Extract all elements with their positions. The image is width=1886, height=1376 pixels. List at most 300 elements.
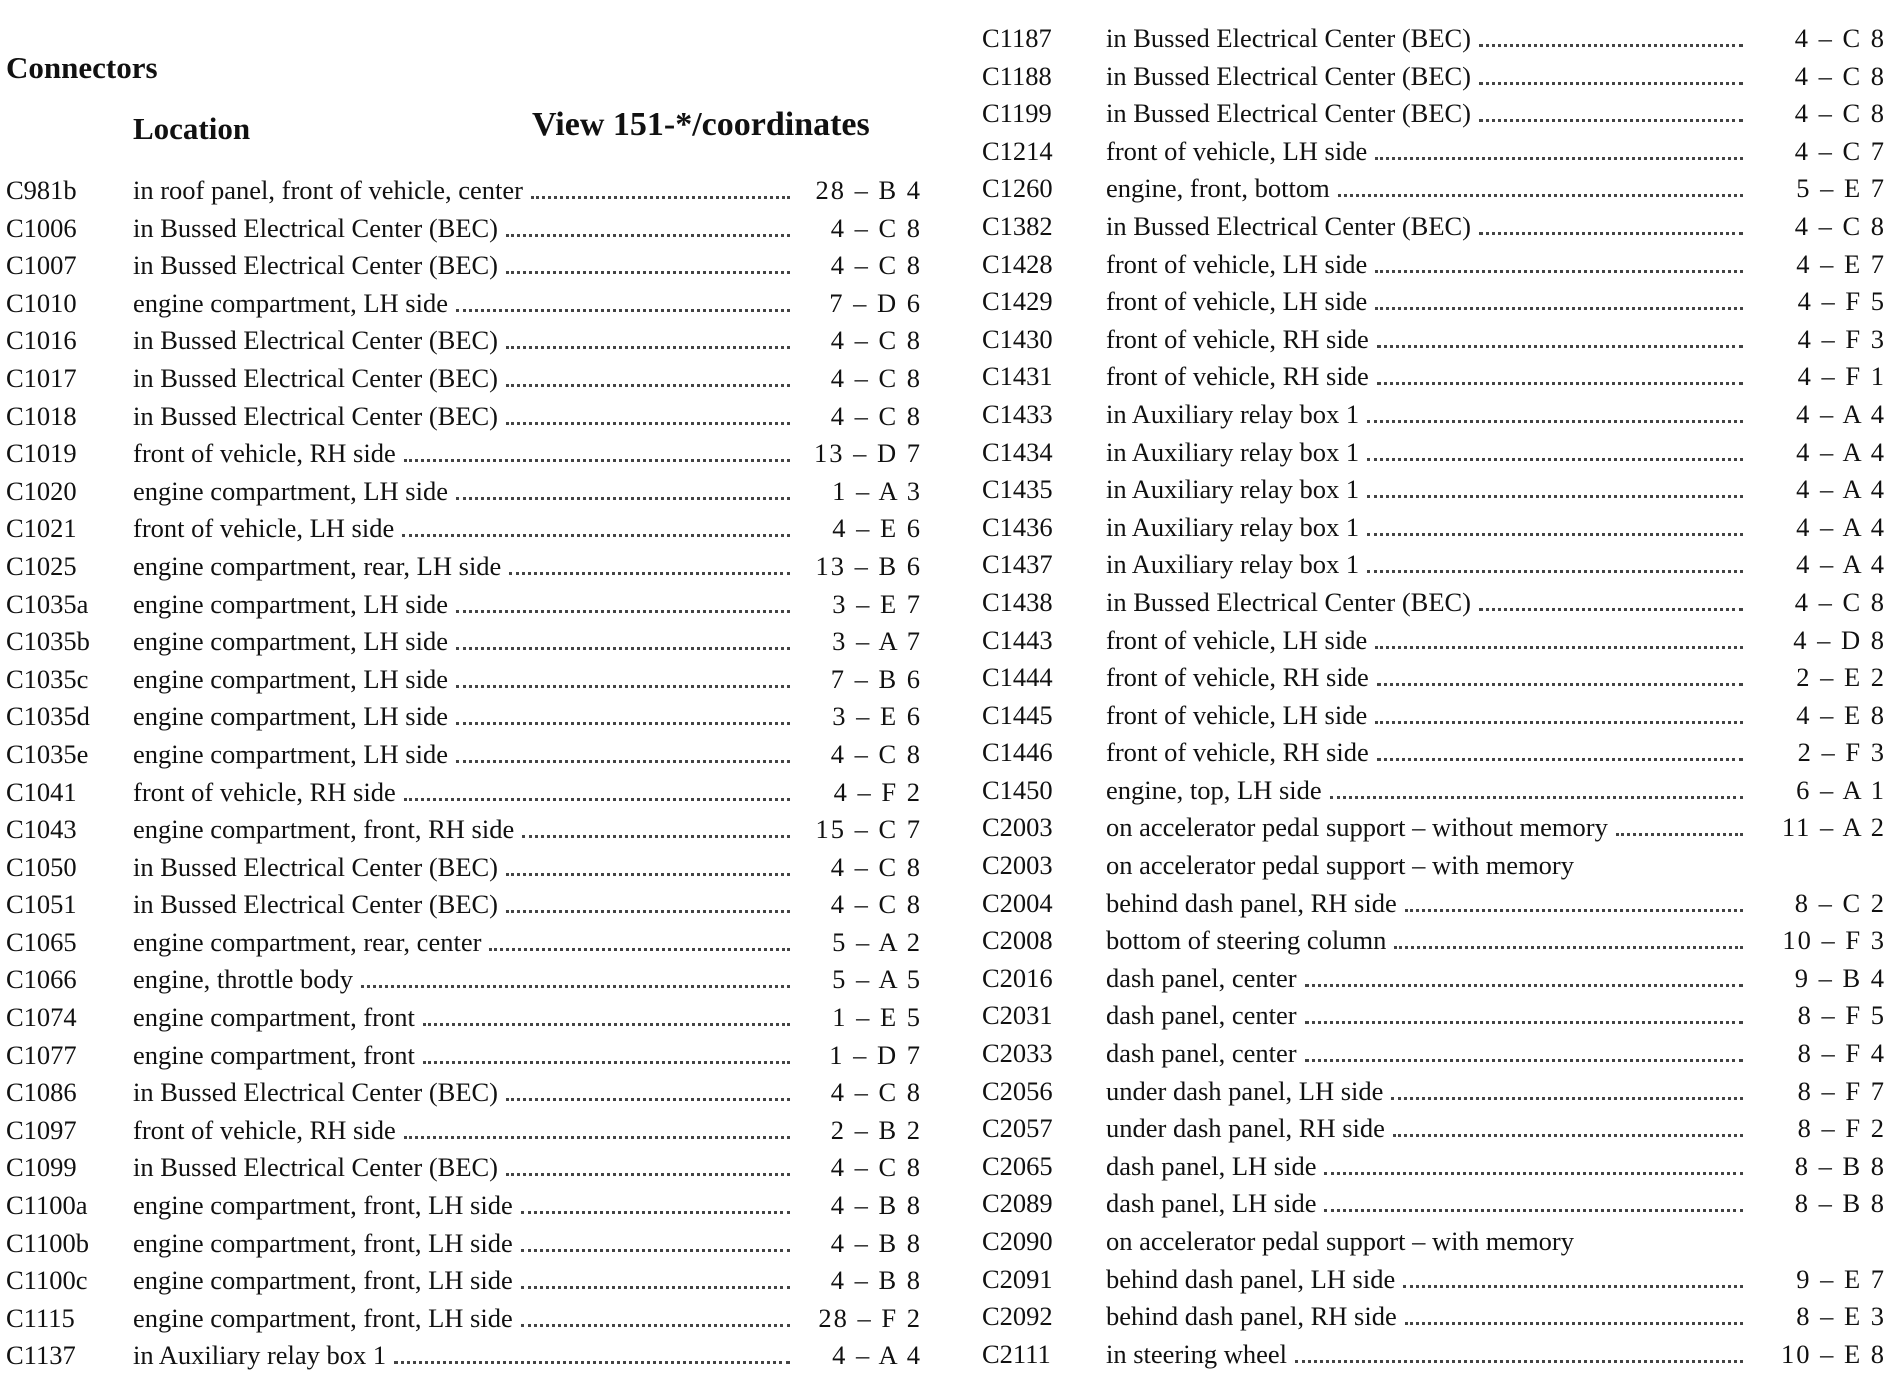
view-coordinates: 4 – C 8 [830, 400, 922, 431]
location-cell [133, 586, 790, 624]
dot-leader [456, 644, 790, 650]
connector-location: bottom of steering column [1106, 925, 1387, 956]
connector-row [982, 434, 1886, 472]
location-cell [1106, 321, 1743, 359]
connector-row [6, 1337, 922, 1375]
connector-row [6, 1112, 922, 1150]
connector-row [982, 622, 1886, 660]
location-cell [133, 849, 790, 887]
location-cell [1106, 584, 1743, 622]
connector-row [982, 321, 1886, 359]
connector-location: in roof panel, front of vehicle, center [133, 175, 523, 205]
location-cell [133, 548, 790, 586]
connector-row [6, 210, 922, 248]
view-coordinates: 3 – A 7 [832, 626, 922, 657]
dot-leader [521, 1283, 790, 1289]
location-cell [133, 774, 790, 812]
connector-id: C1035c [6, 663, 89, 694]
dot-leader [521, 1246, 790, 1252]
view-coordinates: 2 – B 2 [830, 1114, 922, 1145]
connector-list-left [6, 172, 922, 1375]
view-coordinates: 8 – C 2 [1794, 887, 1886, 918]
connector-location: in Bussed Electrical Center (BEC) [133, 1152, 499, 1183]
view-coordinates: 4 – F 1 [1797, 361, 1886, 392]
location-cell [133, 924, 790, 962]
dot-leader [1324, 1169, 1743, 1175]
view-coordinates: 8 – E 3 [1796, 1301, 1886, 1332]
view-coordinates: 11 – A 2 [1781, 812, 1886, 843]
connector-id: C2057 [982, 1113, 1053, 1144]
connector-row [6, 1149, 922, 1187]
connector-row [6, 398, 922, 436]
connector-row [6, 961, 922, 999]
connector-id: C2033 [982, 1038, 1053, 1069]
connector-row [982, 1336, 1886, 1374]
dot-leader [1405, 1319, 1743, 1325]
view-coordinates: 1 – A 3 [832, 475, 922, 506]
connector-id: C1086 [6, 1077, 77, 1108]
location-cell [1106, 1185, 1743, 1223]
connector-location: in Bussed Electrical Center (BEC) [133, 325, 499, 356]
view-coordinates: 4 – E 6 [832, 513, 922, 544]
connector-id: C1074 [6, 1002, 77, 1033]
dot-leader [1616, 830, 1743, 836]
view-coordinates: 28 – B 4 [815, 175, 922, 205]
dot-leader [402, 531, 790, 537]
view-coordinates: 1 – D 7 [829, 1039, 922, 1070]
connector-location: engine, top, LH side [1106, 774, 1322, 805]
view-coordinates: 4 – C 8 [830, 851, 922, 882]
connector-id: C1043 [6, 814, 77, 845]
dot-leader [1479, 229, 1743, 235]
connector-location: dash panel, center [1106, 962, 1297, 993]
view-coordinates: 4 – B 8 [830, 1227, 922, 1258]
location-cell [1106, 434, 1743, 472]
location-cell [133, 1225, 790, 1263]
view-coordinates: 8 – B 8 [1794, 1150, 1886, 1181]
connector-row [6, 736, 922, 774]
connector-id: C1035a [6, 588, 89, 619]
dot-leader [1367, 492, 1743, 498]
connector-id: C1434 [982, 436, 1053, 467]
connector-id: C1429 [982, 286, 1053, 317]
connector-location: engine compartment, LH side [133, 287, 448, 318]
dot-leader [506, 419, 790, 425]
view-coordinates: 4 – C 7 [1794, 135, 1886, 166]
connector-location: on accelerator pedal support – with memory [1106, 1226, 1575, 1256]
connector-location: engine compartment, front [133, 1002, 415, 1033]
connector-id: C981b [6, 175, 77, 205]
connector-location: front of vehicle, LH side [1106, 248, 1368, 279]
connector-location: engine compartment, rear, LH side [133, 550, 502, 581]
connector-location: engine compartment, front [133, 1039, 415, 1070]
connector-id: C1430 [982, 323, 1053, 354]
connector-location: front of vehicle, RH side [1106, 323, 1369, 354]
connector-row [6, 586, 922, 624]
connector-id: C1017 [6, 362, 77, 393]
dot-leader [1375, 643, 1743, 649]
location-column-header: Location [133, 111, 251, 146]
connector-id: C1214 [982, 135, 1053, 166]
view-coordinates: 9 – B 4 [1794, 962, 1886, 993]
dot-leader [1330, 793, 1743, 799]
connector-row [982, 1298, 1886, 1336]
location-cell [133, 623, 790, 661]
connector-id: C1443 [982, 624, 1053, 655]
dot-leader [456, 757, 790, 763]
dot-leader [1393, 1131, 1743, 1137]
connector-id: C2092 [982, 1301, 1053, 1332]
connector-row [6, 172, 922, 210]
view-coordinates: 8 – F 5 [1797, 1000, 1886, 1031]
connector-row [982, 809, 1886, 847]
dot-leader [522, 832, 790, 838]
connector-id: C1021 [6, 513, 77, 544]
connector-row [982, 1261, 1886, 1299]
connector-row [6, 435, 922, 473]
connector-row [982, 208, 1886, 246]
location-cell [1106, 208, 1743, 246]
view-coordinates: 4 – E 7 [1796, 248, 1886, 279]
connector-id: C1025 [6, 550, 77, 581]
dot-leader [1479, 79, 1743, 85]
connector-location: front of vehicle, RH side [133, 776, 396, 807]
connector-location: engine compartment, front, RH side [133, 814, 515, 845]
connector-id: C1436 [982, 511, 1053, 542]
dot-leader [506, 381, 790, 387]
connector-location: front of vehicle, RH side [133, 1114, 396, 1145]
connector-location: engine compartment, LH side [133, 588, 448, 619]
connector-location: dash panel, LH side [1106, 1188, 1317, 1219]
connector-location: engine compartment, front, LH side [133, 1302, 513, 1333]
view-coordinates: 3 – E 6 [832, 701, 922, 732]
dot-leader [506, 343, 790, 349]
connector-location: dash panel, center [1106, 1038, 1297, 1069]
location-cell [133, 172, 790, 210]
dot-leader [1403, 1282, 1743, 1288]
location-cell [133, 473, 790, 511]
location-cell [1106, 58, 1743, 96]
location-cell [133, 210, 790, 248]
location-cell [1106, 1148, 1743, 1186]
dot-leader [1305, 1018, 1743, 1024]
location-cell [1106, 95, 1743, 133]
dot-leader [1479, 41, 1743, 47]
dot-leader [1375, 718, 1743, 724]
location-cell [1106, 546, 1743, 584]
location-cell [133, 1337, 790, 1375]
connector-location: in Bussed Electrical Center (BEC) [133, 1077, 499, 1108]
connector-id: C1450 [982, 774, 1053, 805]
connector-id: C1100a [6, 1190, 88, 1221]
location-cell [1106, 1298, 1743, 1336]
connector-row [982, 546, 1886, 584]
connector-id: C1433 [982, 398, 1053, 429]
connector-id: C1438 [982, 586, 1053, 617]
view-coordinates: 8 – F 2 [1797, 1113, 1886, 1144]
connector-location: engine compartment, front, LH side [133, 1190, 513, 1221]
view-coordinates: 4 – D 8 [1793, 624, 1886, 655]
connector-location: engine compartment, front, LH side [133, 1265, 513, 1296]
connector-id: C2111 [982, 1338, 1051, 1369]
location-cell [133, 1149, 790, 1187]
dot-leader [506, 1170, 790, 1176]
dot-leader [423, 1020, 790, 1026]
connector-id: C1097 [6, 1114, 77, 1145]
connector-location: in steering wheel [1106, 1338, 1288, 1369]
connector-id: C1437 [982, 549, 1053, 580]
dot-leader [1377, 755, 1743, 761]
dot-leader [509, 569, 790, 575]
location-cell [133, 1300, 790, 1338]
connector-row [982, 58, 1886, 96]
connector-row [982, 1148, 1886, 1186]
connector-row [982, 1073, 1886, 1111]
connector-row [982, 697, 1886, 735]
view-coordinates: 5 – A 5 [832, 964, 922, 995]
location-cell [1106, 922, 1743, 960]
connector-row [982, 170, 1886, 208]
connector-id: C1115 [6, 1302, 75, 1333]
view-coordinates: 4 – F 5 [1797, 286, 1886, 317]
view-coordinates: 4 – C 8 [1794, 586, 1886, 617]
location-cell [1106, 509, 1743, 547]
view-coordinates: 4 – C 8 [830, 362, 922, 393]
dot-leader [521, 1321, 790, 1327]
view-coordinates: 4 – C 8 [830, 1152, 922, 1183]
connector-id: C2003 [982, 812, 1053, 843]
connector-row [6, 698, 922, 736]
view-coordinates: 7 – B 6 [830, 663, 922, 694]
location-cell [133, 1037, 790, 1075]
connector-id: C1077 [6, 1039, 77, 1070]
connector-id: C1016 [6, 325, 77, 356]
connector-row [6, 322, 922, 360]
connector-id: C1100b [6, 1227, 89, 1258]
connector-row [6, 849, 922, 887]
connector-location: engine compartment, front, LH side [133, 1227, 513, 1258]
connector-row [6, 548, 922, 586]
view-coordinates: 13 – B 6 [815, 550, 922, 581]
dot-leader [1405, 906, 1743, 912]
view-coordinates: 8 – F 7 [1797, 1075, 1886, 1106]
location-cell [1106, 358, 1743, 396]
dot-leader [1479, 116, 1743, 122]
connector-location: on accelerator pedal support – without memory [1106, 812, 1608, 843]
dot-leader [1367, 567, 1743, 573]
connector-location: engine compartment, LH side [133, 663, 448, 694]
connector-location: in Auxiliary relay box 1 [1106, 549, 1360, 580]
location-cell [133, 961, 790, 999]
dot-leader [456, 682, 790, 688]
location-cell [133, 322, 790, 360]
dot-leader [1377, 680, 1743, 686]
connector-location: in Bussed Electrical Center (BEC) [1106, 23, 1472, 53]
location-cell [1106, 396, 1743, 434]
connector-location: front of vehicle, RH side [1106, 737, 1369, 768]
connector-id: C1099 [6, 1152, 77, 1183]
location-cell [1106, 1035, 1743, 1073]
view-coordinates: 15 – C 7 [815, 814, 922, 845]
connector-id: C1066 [6, 964, 77, 995]
location-cell [133, 1112, 790, 1150]
connector-location: in Bussed Electrical Center (BEC) [1106, 98, 1472, 129]
location-cell [133, 398, 790, 436]
connector-id: C2008 [982, 925, 1053, 956]
location-cell [1106, 246, 1743, 284]
connector-id: C1019 [6, 438, 77, 469]
dot-leader [1375, 267, 1743, 273]
view-coordinates: 2 – E 2 [1796, 662, 1886, 693]
dot-leader [1367, 417, 1743, 423]
view-coordinates: 4 – A 4 [1796, 511, 1886, 542]
dot-leader [456, 306, 790, 312]
view-coordinates: 4 – A 4 [1796, 549, 1886, 580]
location-cell [133, 886, 790, 924]
dot-leader [506, 870, 790, 876]
connector-row [982, 133, 1886, 171]
connector-id: C1018 [6, 400, 77, 431]
connector-location: under dash panel, LH side [1106, 1075, 1384, 1106]
view-coordinates: 4 – C 8 [830, 212, 922, 243]
connector-id: C1199 [982, 98, 1052, 129]
connector-row [6, 924, 922, 962]
connector-id: C1010 [6, 287, 77, 318]
location-cell [1106, 1223, 1743, 1261]
connector-row [982, 960, 1886, 998]
dot-leader [506, 268, 790, 274]
view-coordinates: 9 – E 7 [1796, 1263, 1886, 1294]
connector-location: in Bussed Electrical Center (BEC) [133, 400, 499, 431]
location-cell [1106, 659, 1743, 697]
view-coordinates: 5 – A 2 [832, 926, 922, 957]
connector-row [982, 1223, 1886, 1261]
connector-row [982, 997, 1886, 1035]
dot-leader [489, 945, 790, 951]
connector-id: C1188 [982, 60, 1052, 91]
connector-location: in Bussed Electrical Center (BEC) [1106, 60, 1472, 91]
view-coordinates: 4 – C 8 [830, 738, 922, 769]
connector-location: engine compartment, LH side [133, 475, 448, 506]
dot-leader [1295, 1357, 1743, 1363]
view-coordinates: 4 – C 8 [1794, 98, 1886, 129]
location-cell [133, 1074, 790, 1112]
connector-row [6, 1300, 922, 1338]
connector-location: dash panel, center [1106, 1000, 1297, 1031]
connector-location: behind dash panel, RH side [1106, 887, 1397, 918]
connector-id: C1041 [6, 776, 77, 807]
connector-location: in Bussed Electrical Center (BEC) [1106, 210, 1472, 241]
connector-row [982, 584, 1886, 622]
location-cell [1106, 1336, 1743, 1374]
connector-id: C1035b [6, 626, 90, 657]
connector-row [982, 772, 1886, 810]
connector-id: C2056 [982, 1075, 1053, 1106]
connector-row [982, 734, 1886, 772]
location-cell [1106, 283, 1743, 321]
connector-location: in Bussed Electrical Center (BEC) [133, 362, 499, 393]
connector-row [982, 246, 1886, 284]
connector-location: under dash panel, RH side [1106, 1113, 1385, 1144]
view-coordinates: 10 – F 3 [1782, 925, 1886, 956]
connector-id: C1065 [6, 926, 77, 957]
location-cell [1106, 1110, 1743, 1148]
connector-location: in Bussed Electrical Center (BEC) [1106, 586, 1472, 617]
location-cell [1106, 734, 1743, 772]
connector-id: C2065 [982, 1150, 1053, 1181]
connector-row [982, 1035, 1886, 1073]
location-cell [1106, 1073, 1743, 1111]
view-coordinates: 4 – C 8 [1794, 23, 1886, 53]
connector-id: C1260 [982, 173, 1053, 204]
location-cell [1106, 772, 1743, 810]
connector-id: C1137 [6, 1340, 76, 1371]
connector-id: C1050 [6, 851, 77, 882]
connector-id: C2031 [982, 1000, 1053, 1031]
location-cell [133, 811, 790, 849]
dot-leader [521, 1208, 790, 1214]
connector-location: behind dash panel, LH side [1106, 1263, 1396, 1294]
view-coordinates: 6 – A 1 [1796, 774, 1886, 805]
connector-location: front of vehicle, LH side [1106, 699, 1368, 730]
connector-row [982, 885, 1886, 923]
connector-id: C1007 [6, 250, 77, 281]
location-cell [133, 999, 790, 1037]
location-cell [133, 661, 790, 699]
connector-id: C2090 [982, 1226, 1053, 1256]
dot-leader [1375, 304, 1743, 310]
connector-id: C1100c [6, 1265, 88, 1296]
connector-location: front of vehicle, RH side [133, 438, 396, 469]
connector-location: front of vehicle, LH side [1106, 135, 1368, 166]
connector-location: on accelerator pedal support – with memory [1106, 850, 1575, 881]
connector-id: C1435 [982, 474, 1053, 505]
dot-leader [1305, 1056, 1743, 1062]
connector-row [6, 1074, 922, 1112]
view-coordinates: 28 – F 2 [818, 1302, 922, 1333]
location-cell [1106, 133, 1743, 171]
view-coordinates: 4 – F 2 [833, 776, 922, 807]
connector-location: front of vehicle, LH side [1106, 286, 1368, 317]
dot-leader [1305, 981, 1743, 987]
view-coordinates: 4 – B 8 [830, 1265, 922, 1296]
connector-location: in Auxiliary relay box 1 [1106, 436, 1360, 467]
connector-location: in Bussed Electrical Center (BEC) [133, 212, 499, 243]
view-coordinates: 4 – E 8 [1796, 699, 1886, 730]
dot-leader [456, 494, 790, 500]
location-cell [133, 247, 790, 285]
dot-leader [423, 1058, 790, 1064]
connector-row [6, 285, 922, 323]
connector-id: C1020 [6, 475, 77, 506]
dot-leader [1394, 943, 1743, 949]
view-coordinates: 1 – E 5 [832, 1002, 922, 1033]
dot-leader [361, 982, 790, 988]
connector-location: engine compartment, LH side [133, 738, 448, 769]
connector-location: front of vehicle, LH side [133, 513, 395, 544]
connector-row [6, 473, 922, 511]
connector-list-right [982, 20, 1886, 1373]
connector-row [982, 471, 1886, 509]
location-cell [1106, 847, 1743, 885]
dot-leader [1324, 1206, 1743, 1212]
view-coordinates: 4 – C 8 [830, 250, 922, 281]
view-coordinates: 4 – F 3 [1797, 323, 1886, 354]
connector-location: in Bussed Electrical Center (BEC) [133, 889, 499, 920]
location-cell [133, 435, 790, 473]
connector-id: C2091 [982, 1263, 1053, 1294]
connector-id: C1444 [982, 662, 1053, 693]
